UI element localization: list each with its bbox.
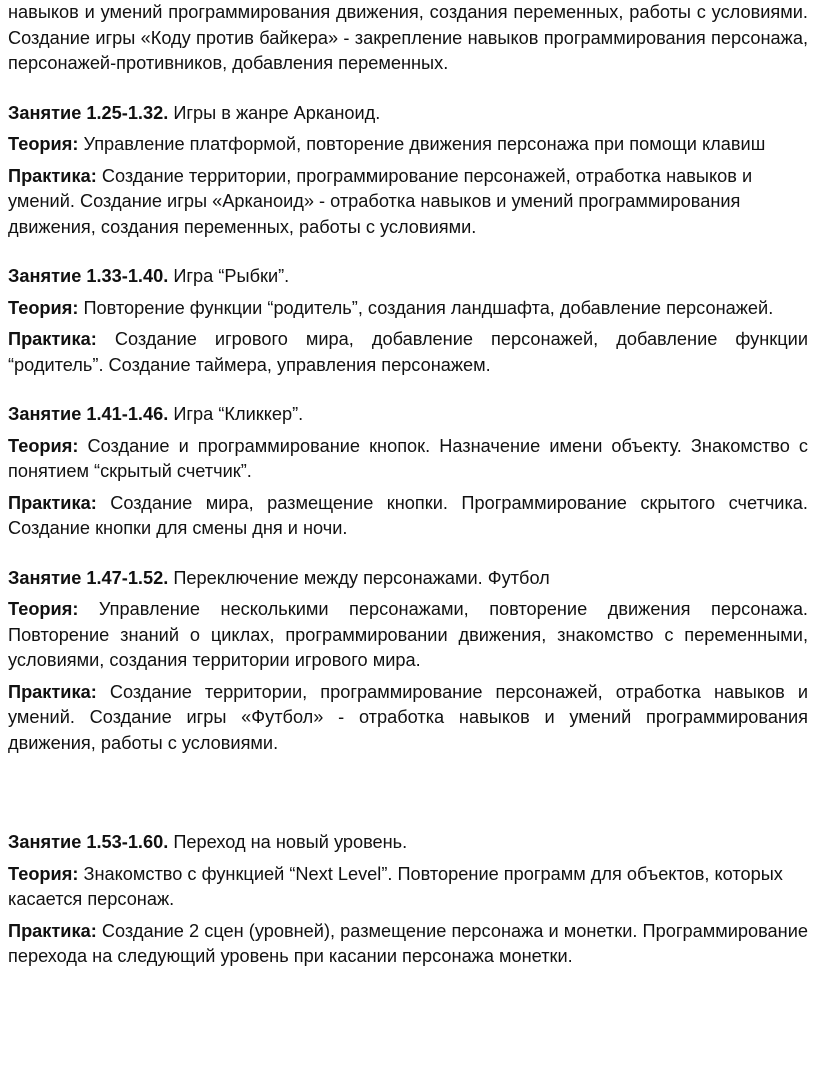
practice-paragraph: [8, 491, 808, 542]
lesson-heading-line: [8, 264, 808, 290]
practice-paragraph: [8, 680, 808, 757]
lesson-number: Занятие 1.41-1.46.: [8, 404, 169, 424]
lesson-title: Игра “Кликкер”.: [173, 404, 304, 424]
spacer: [8, 77, 808, 101]
practice-label: Практика:: [8, 329, 97, 349]
lesson-heading-line: [8, 402, 808, 428]
theory-text: Знакомство с функцией “Next Level”. Повторение программ для объектов, которых касается персонаж.: [8, 863, 783, 909]
lesson-heading-line: [8, 830, 808, 856]
practice-paragraph: [8, 327, 808, 378]
lesson-title: Игра “Рыбки”.: [173, 266, 290, 286]
practice-label: Практика:: [8, 492, 97, 513]
lesson-number: Занятие 1.25-1.32.: [8, 102, 169, 123]
lesson-section: [8, 402, 808, 542]
theory-label: Теория:: [8, 435, 79, 456]
lesson-section: [8, 830, 808, 970]
practice-label: Практика:: [8, 165, 97, 186]
practice-label: Практика:: [8, 920, 97, 941]
practice-text: Создание территории, программирование персонажей, отработка навыков и умений. Создание игры «Арканоид» - отработка навыков и умений программирования движения, создания переменных, работы с условиями.: [8, 165, 753, 237]
theory-label: Теория:: [8, 297, 79, 318]
lesson-section: [8, 101, 808, 241]
lesson-section: [8, 264, 808, 378]
practice-label: Практика:: [8, 681, 97, 702]
lesson-heading-line: [8, 566, 808, 592]
lesson-number: Занятие 1.47-1.52.: [8, 567, 169, 588]
theory-paragraph: [8, 597, 808, 674]
theory-label: Теория:: [8, 134, 79, 154]
lesson-title: Игры в жанре Арканоид.: [173, 102, 381, 123]
lesson-title: Переход на новый уровень.: [173, 832, 408, 852]
theory-label: Теория:: [8, 863, 79, 884]
practice-text: Создание территории, программирование персонажей, отработка навыков и умений. Создание игры «Футбол» - отработка навыков и умений программирования движения, работы с условиями.: [8, 681, 808, 753]
theory-text: Управление несколькими персонажами, повторение движения персонажа. Повторение знаний о циклах, программировании движения, знакомство с переменными, условиями, создания территории игрового мира.: [8, 599, 808, 670]
practice-text: Создание 2 сцен (уровней), размещение персонажа и монетки. Программирование перехода на следующий уровень при касании персонажа монетки.: [8, 920, 808, 966]
theory-paragraph: [8, 434, 808, 485]
theory-paragraph: [8, 862, 808, 913]
practice-text: Создание игрового мира, добавление персонажей, добавление функции “родитель”. Создание таймера, управления персонажем.: [8, 329, 808, 375]
practice-text: Создание мира, размещение кнопки. Программирование скрытого счетчика. Создание кнопки для смены дня и ночи.: [8, 492, 808, 538]
theory-text: Создание и программирование кнопок. Назначение имени объекту. Знакомство с понятием “скрытый счетчик”.: [8, 435, 808, 481]
practice-paragraph: [8, 164, 808, 241]
theory-label: Теория:: [8, 599, 79, 619]
theory-paragraph: [8, 296, 808, 322]
theory-text: Повторение функции “родитель”, создания ландшафта, добавление персонажей.: [83, 297, 774, 318]
theory-text: Управление платформой, повторение движения персонажа при помощи клавиш: [83, 134, 766, 154]
lesson-heading-line: [8, 101, 808, 127]
lesson-number: Занятие 1.33-1.40.: [8, 266, 169, 286]
theory-paragraph: [8, 132, 808, 158]
lesson-section: [8, 566, 808, 757]
practice-paragraph: [8, 919, 808, 970]
lesson-number: Занятие 1.53-1.60.: [8, 832, 169, 852]
intro-paragraph: навыков и умений программирования движения, создания переменных, работы с условиями. Создание игры «Коду против байкера» - закрепление навыков программирования персонажа, персонажей-противников, добавления переменных.: [8, 2, 808, 73]
lesson-title: Переключение между персонажами. Футбол: [173, 567, 550, 588]
